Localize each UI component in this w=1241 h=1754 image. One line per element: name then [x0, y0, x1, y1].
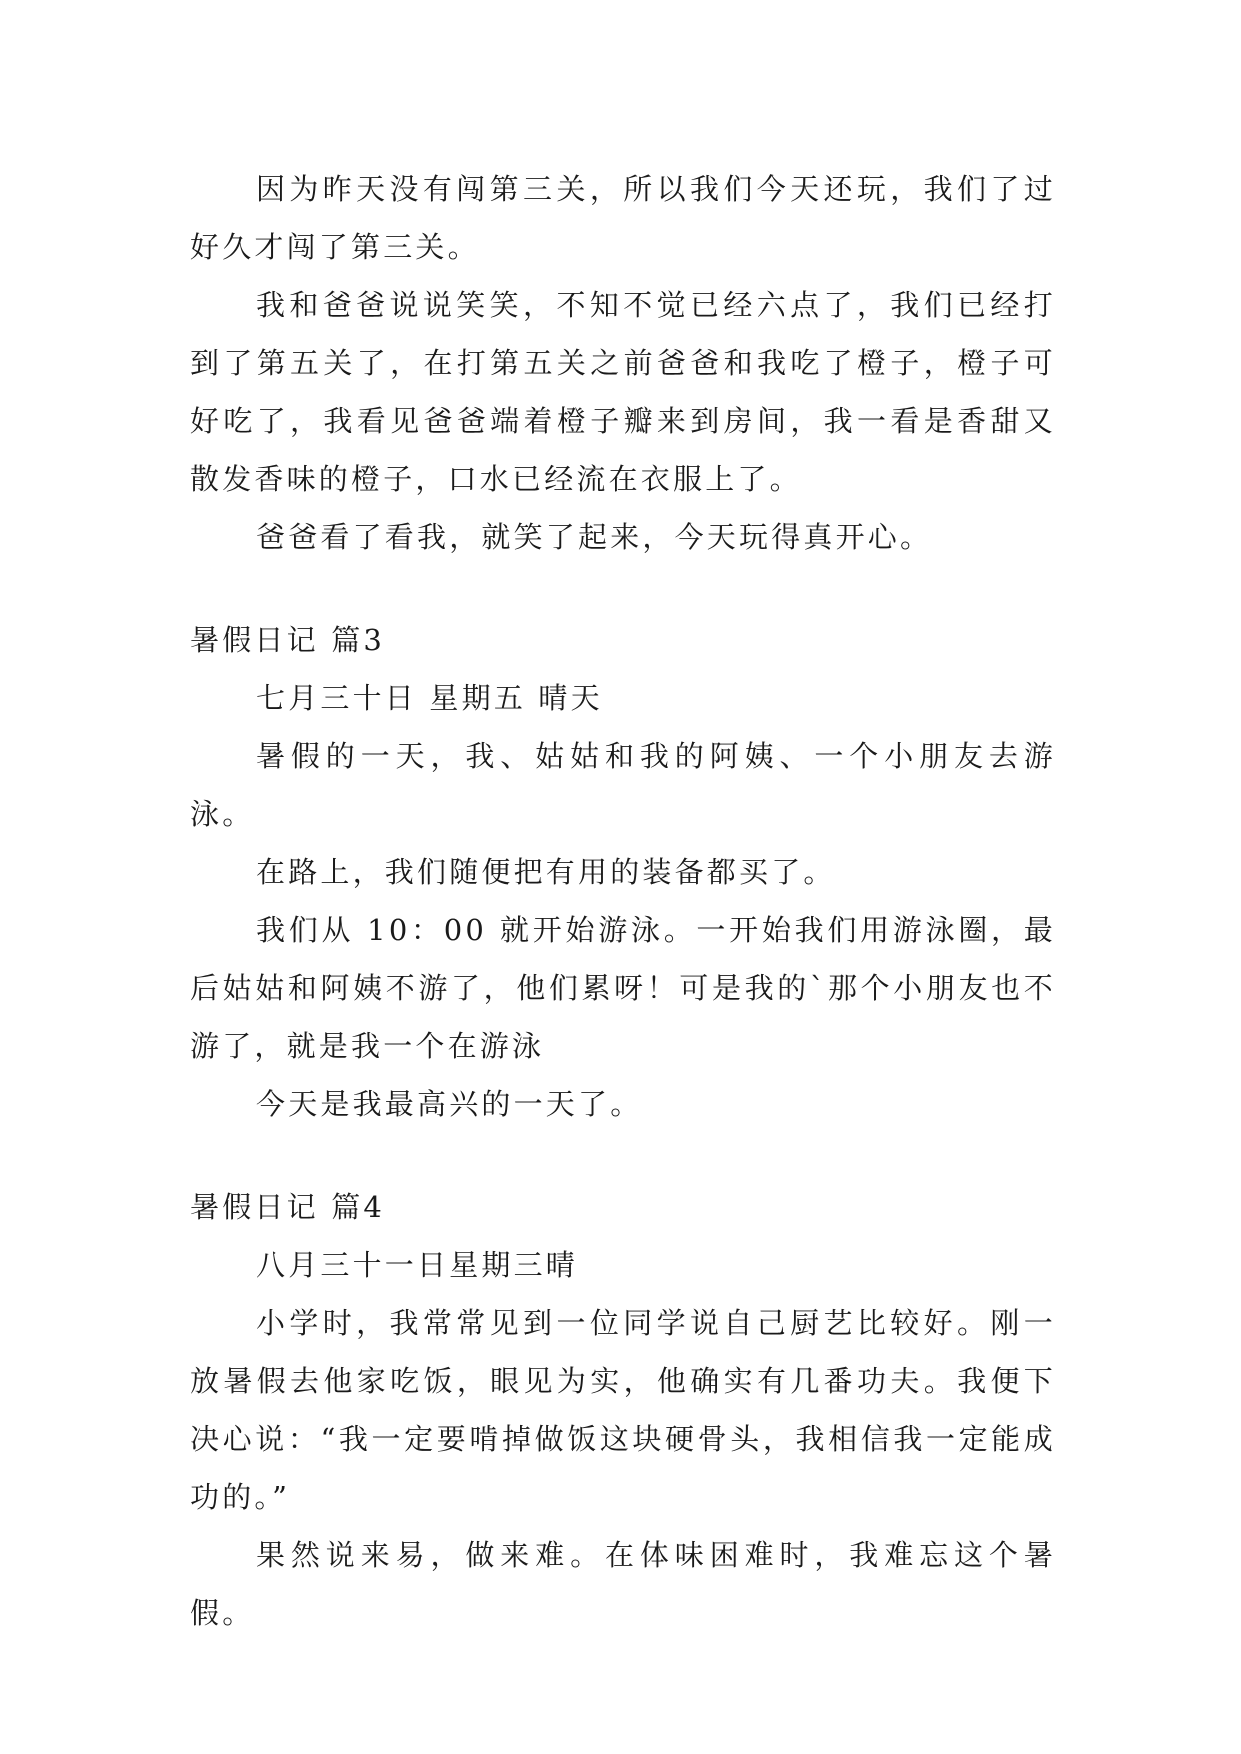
section-title: 暑假日记 篇4: [190, 1190, 386, 1224]
paragraph: 在路上，我们随便把有用的装备都买了。: [256, 855, 836, 889]
paragraph: 爸爸看了看我，就笑了起来，今天玩得真开心。: [256, 520, 933, 554]
diary-date: 八月三十一日星期三晴: [256, 1248, 579, 1282]
section-title: 暑假日记 篇3: [190, 623, 386, 657]
diary-date: 七月三十日 星期五 晴天: [256, 681, 603, 715]
paragraph: 我和爸爸说说笑笑，不知不觉已经六点了，我们已经打到了第五关了，在打第五关之前爸爸和我吃了橙子，橙子可好吃了，我看见爸爸端着橙子瓣来到房间，我一看是香甜又散发香味的橙子，口水已经流在衣服上了。: [190, 288, 1056, 496]
section-spacer: [190, 566, 1056, 611]
paragraph: 暑假的一天，我、姑姑和我的阿姨、一个小朋友去游泳。: [190, 739, 1056, 831]
paragraph: 我们从 10：00 就开始游泳。一开始我们用游泳圈，最后姑姑和阿姨不游了，他们累呀！可是我的`那个小朋友也不游了，就是我一个在游泳: [190, 913, 1056, 1063]
paragraph: 果然说来易，做来难。在体味困难时，我难忘这个暑假。: [190, 1538, 1056, 1630]
document-body: [190, 160, 1056, 1642]
paragraph: 因为昨天没有闯第三关，所以我们今天还玩，我们了过好久才闯了第三关。: [190, 172, 1056, 264]
paragraph: 小学时，我常常见到一位同学说自己厨艺比较好。刚一放暑假去他家吃饭，眼见为实，他确实有几番功夫。我便下决心说：“我一定要啃掉做饭这块硬骨头，我相信我一定能成功的。”: [190, 1306, 1056, 1514]
paragraph: 今天是我最高兴的一天了。: [256, 1087, 643, 1121]
section-spacer: [190, 1133, 1056, 1178]
